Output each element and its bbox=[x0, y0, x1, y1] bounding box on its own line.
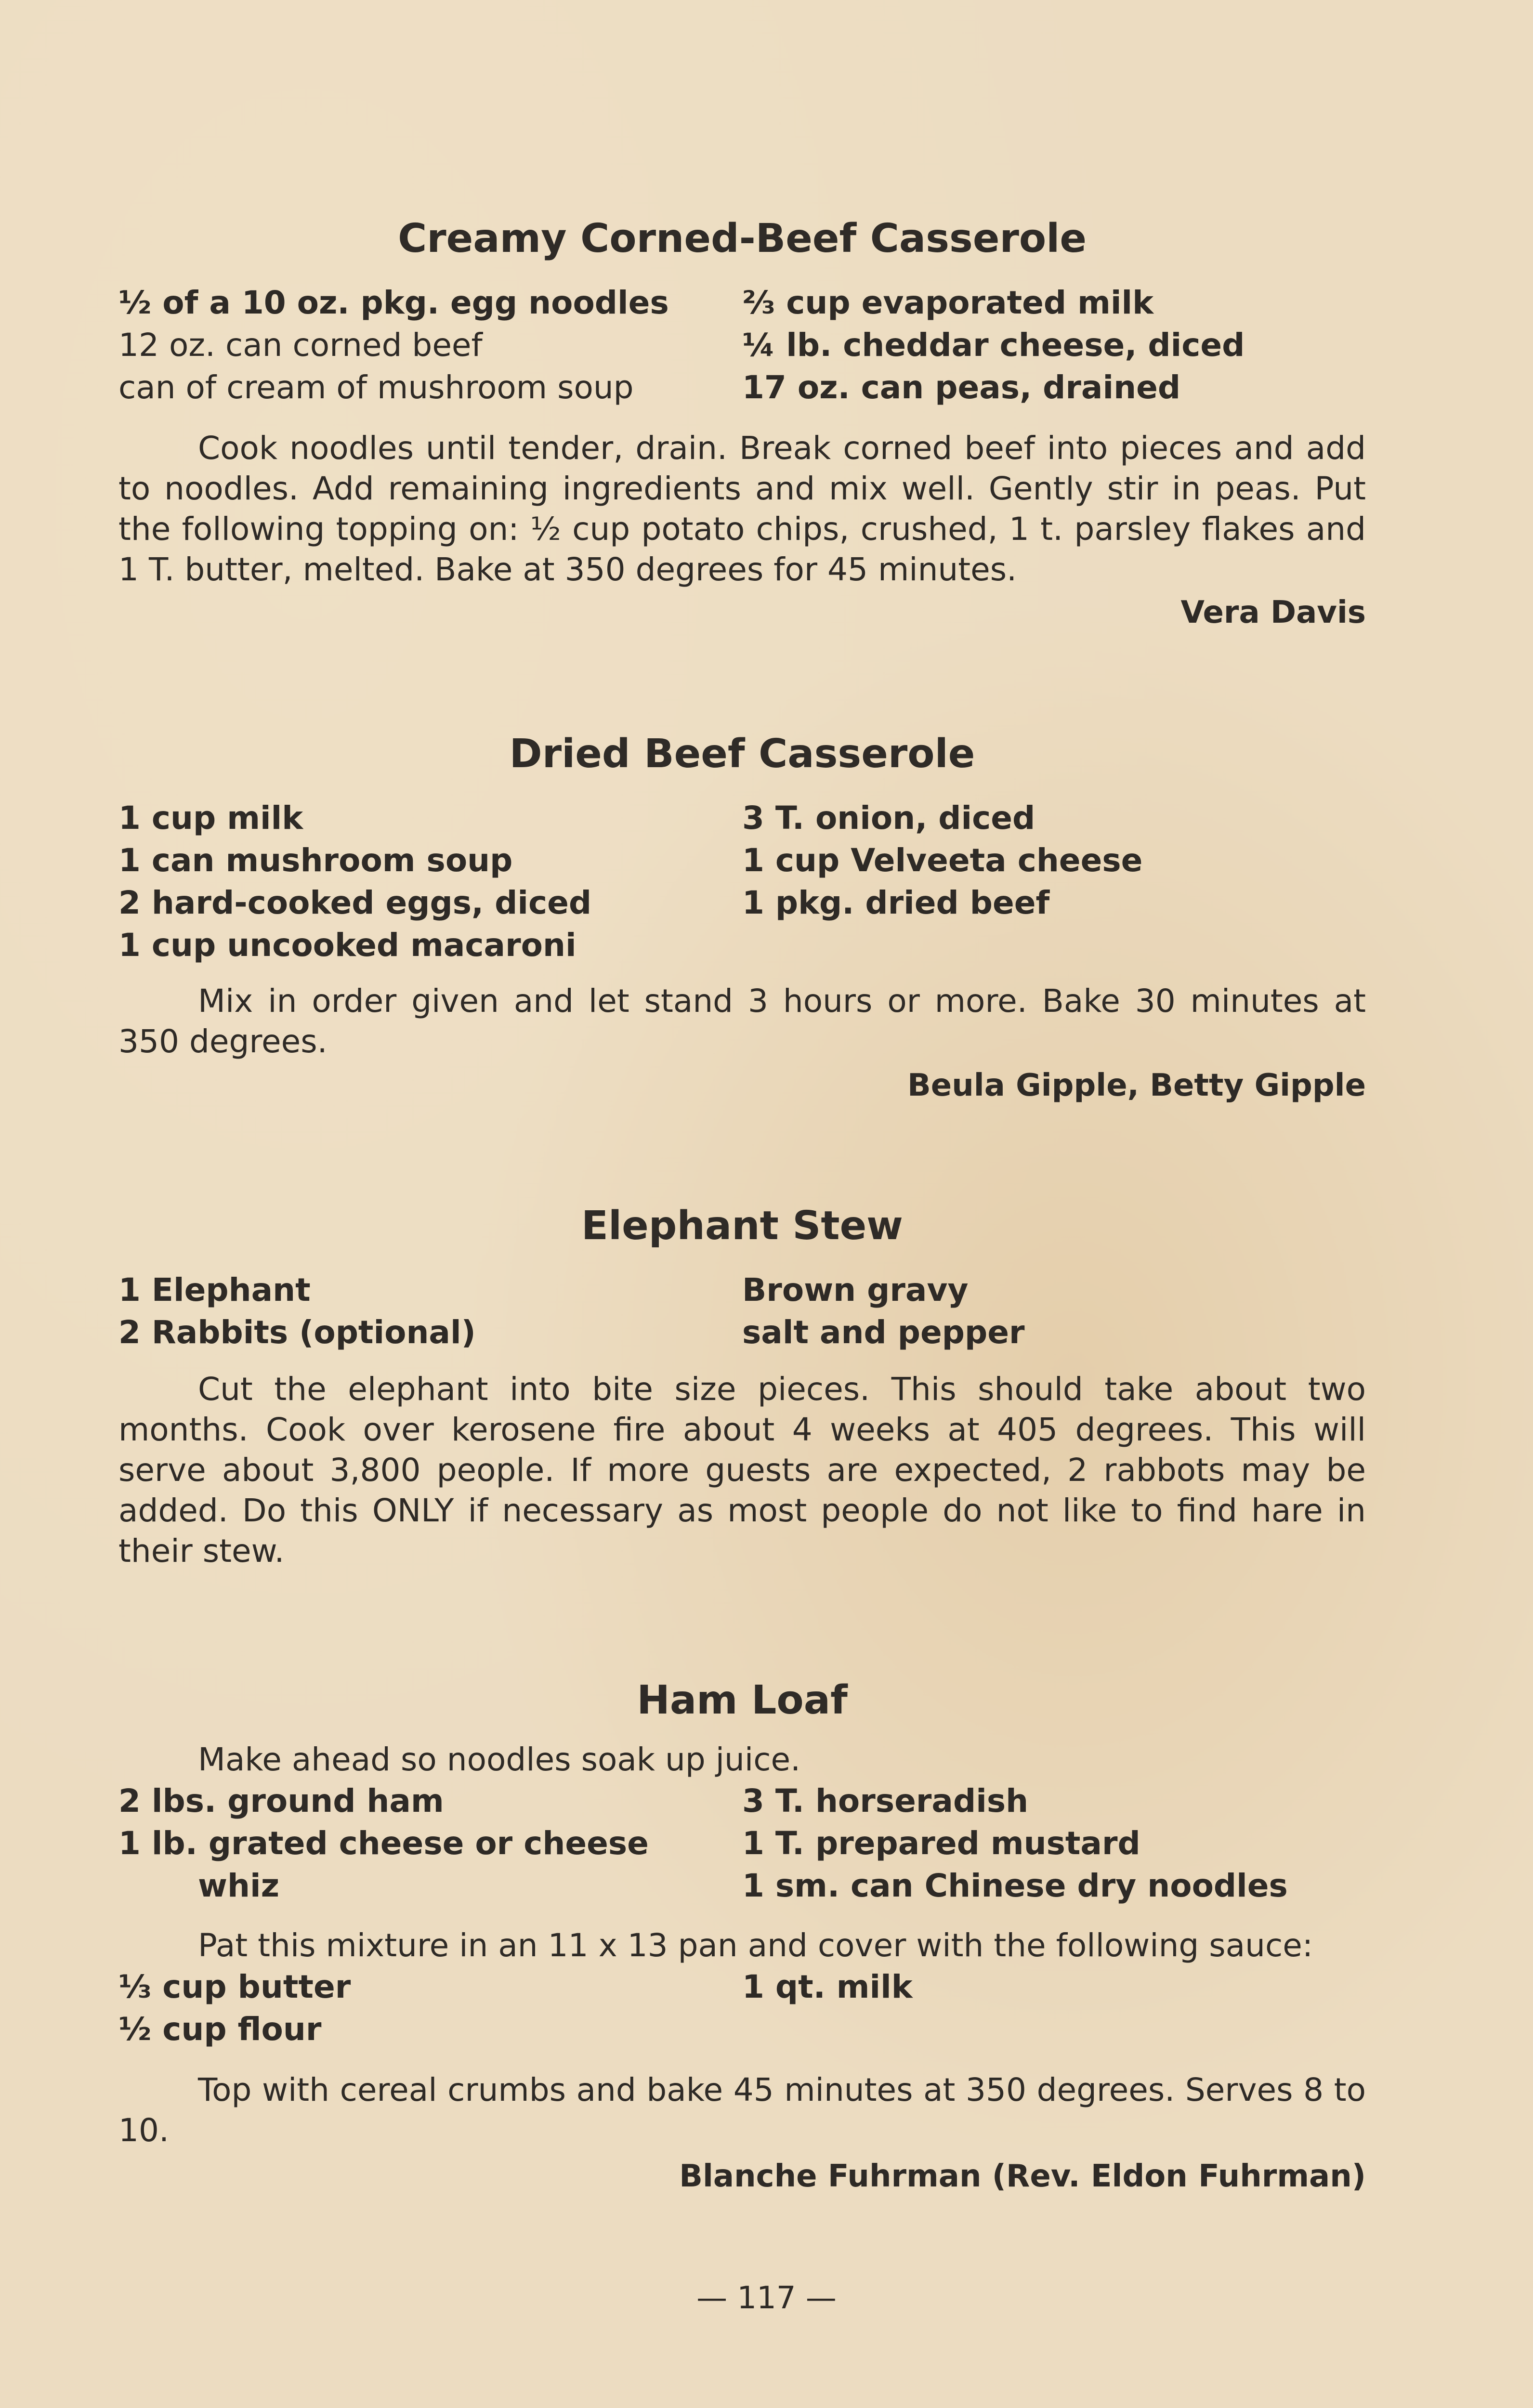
recipe-elephant-stew bbox=[118, 1203, 1366, 1571]
ingredient: 1 lb. grated cheese or cheese bbox=[118, 1825, 649, 1862]
directions: Pat this mixture in an 11 x 13 pan and cover with the following sauce: bbox=[198, 1927, 1313, 1964]
recipe-author: Blanche Fuhrman (Rev. Eldon Fuhrman) bbox=[679, 2159, 1366, 2194]
ingredient: 1 cup uncooked macaroni bbox=[118, 927, 577, 964]
ingredient: 1 T. prepared mustard bbox=[742, 1825, 1140, 1862]
ingredients-list bbox=[118, 282, 1366, 409]
ingredient: 3 T. horseradish bbox=[742, 1782, 1029, 1819]
recipe-author: Vera Davis bbox=[1180, 595, 1366, 630]
sauce-ingredients bbox=[118, 1966, 1366, 2051]
directions-continued: Top with cereal crumbs and bake 45 minutes at 350 degrees. Serves 8 to 10. bbox=[118, 2071, 1366, 2149]
recipe-title: Dried Beef Casserole bbox=[509, 731, 975, 777]
ingredient: 1 sm. can Chinese dry noodles bbox=[742, 1867, 1288, 1904]
ingredient: can of cream of mushroom soup bbox=[118, 369, 634, 406]
recipe-ham-loaf bbox=[118, 1677, 1366, 2194]
page-number: — 117 — bbox=[696, 2280, 837, 2316]
ingredient: 1 cup milk bbox=[118, 799, 303, 837]
ingredient: 3 T. onion, diced bbox=[742, 799, 1035, 837]
ingredient: 1 can mushroom soup bbox=[118, 842, 513, 879]
directions: Cut the elephant into bite size pieces. This should take about two months. Cook over kerosene fire about 4 weeks at 405 degrees. This will serve about 3,800 people. If more guests are expected, 2 rabbots may be added. Do this ONLY if necessary as most people do not like to find hare in their stew. bbox=[118, 1371, 1366, 1570]
ingredients-list bbox=[118, 797, 1366, 967]
recipe-title: Elephant Stew bbox=[581, 1203, 903, 1249]
ingredient: 2 lbs. ground ham bbox=[118, 1782, 444, 1819]
ingredient: 2 hard-cooked eggs, diced bbox=[118, 884, 592, 921]
ingredient: 2 Rabbits (optional) bbox=[118, 1314, 476, 1351]
ingredient: 17 oz. can peas, drained bbox=[742, 369, 1181, 406]
ingredient: 1 Elephant bbox=[118, 1271, 311, 1309]
ingredient: ½ of a 10 oz. pkg. egg noodles bbox=[118, 284, 669, 321]
directions: Mix in order given and let stand 3 hours or more. Bake 30 minutes at 350 degrees. bbox=[118, 982, 1366, 1060]
recipe-author: Beula Gipple, Betty Gipple bbox=[907, 1068, 1366, 1103]
ingredient: 12 oz. can corned beef bbox=[118, 327, 483, 364]
recipe-dried-beef-casserole bbox=[118, 731, 1366, 1103]
recipe-title: Creamy Corned-Beef Casserole bbox=[398, 216, 1087, 262]
ingredient: Brown gravy bbox=[742, 1271, 969, 1309]
ingredient: ½ cup flour bbox=[118, 2011, 322, 2048]
ingredients-list bbox=[118, 1780, 1366, 1907]
directions: Cook noodles until tender, drain. Break corned beef into pieces and add to noodles. Add remaining ingredients and mix well. Gently stir in peas. Put the following topping on: ½ cup potato chips, crushed, 1 t. parsley flakes and 1 T. butter, melted. Bake at 350 degrees for 45 minutes. bbox=[118, 430, 1366, 588]
recipe-title: Ham Loaf bbox=[637, 1677, 848, 1723]
ingredient: ¼ lb. cheddar cheese, diced bbox=[742, 327, 1245, 364]
ingredients-list bbox=[118, 1269, 1366, 1354]
ingredient: 1 qt. milk bbox=[742, 1968, 913, 2005]
recipe-intro: Make ahead so noodles soak up juice. bbox=[198, 1741, 801, 1778]
ingredient: whiz bbox=[198, 1867, 279, 1904]
ingredient: 1 pkg. dried beef bbox=[742, 884, 1050, 921]
recipe-creamy-corned-beef-casserole bbox=[118, 216, 1366, 630]
ingredient: ⅔ cup evaporated milk bbox=[742, 284, 1154, 321]
ingredient: salt and pepper bbox=[742, 1314, 1025, 1351]
ingredient: ⅓ cup butter bbox=[118, 1968, 351, 2005]
ingredient: 1 cup Velveeta cheese bbox=[742, 842, 1143, 879]
